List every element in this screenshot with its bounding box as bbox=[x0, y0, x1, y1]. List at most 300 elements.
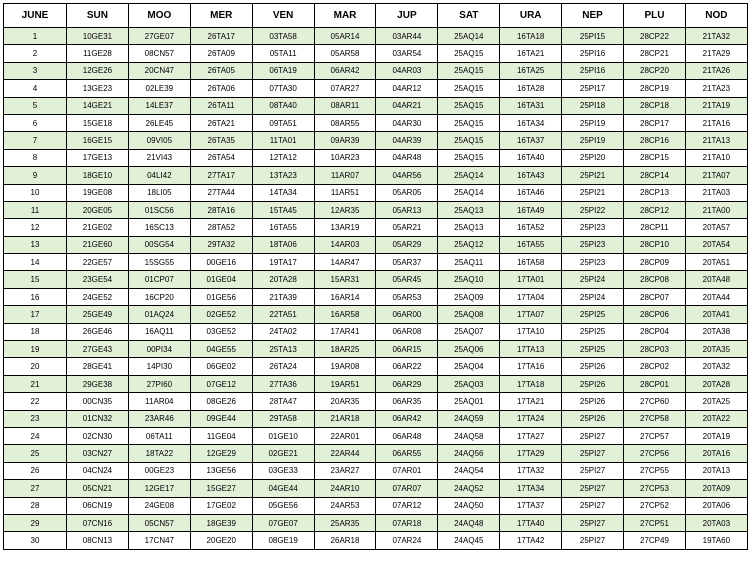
position-cell-plu: 28CP11 bbox=[624, 219, 686, 236]
position-cell-nod: 20TA41 bbox=[685, 306, 747, 323]
position-cell-ura: 17TA21 bbox=[500, 393, 562, 410]
position-cell-jup: 06AR35 bbox=[376, 393, 438, 410]
column-header-june: JUNE bbox=[4, 4, 67, 28]
position-cell-mer: 01GE04 bbox=[190, 271, 252, 288]
position-cell-mer: 26TA21 bbox=[190, 114, 252, 131]
table-row bbox=[4, 80, 748, 97]
position-cell-nod: 20TA19 bbox=[685, 427, 747, 444]
position-cell-sun: 12GE26 bbox=[67, 62, 129, 79]
position-cell-jup: 04AR30 bbox=[376, 114, 438, 131]
position-cell-ura: 17TA07 bbox=[500, 306, 562, 323]
position-cell-ven: 18TA06 bbox=[252, 236, 314, 253]
day-cell: 1 bbox=[4, 28, 67, 45]
position-cell-nep: 25PI16 bbox=[562, 62, 624, 79]
table-row bbox=[4, 28, 748, 45]
position-cell-sun: 00CN35 bbox=[67, 393, 129, 410]
position-cell-sat: 25AQ03 bbox=[438, 375, 500, 392]
day-cell: 8 bbox=[4, 149, 67, 166]
column-header-nod: NOD bbox=[685, 4, 747, 28]
position-cell-sat: 25AQ13 bbox=[438, 219, 500, 236]
position-cell-sat: 25AQ15 bbox=[438, 80, 500, 97]
position-cell-nep: 25PI19 bbox=[562, 132, 624, 149]
position-cell-plu: 27CP60 bbox=[624, 393, 686, 410]
position-cell-nod: 20TA38 bbox=[685, 323, 747, 340]
position-cell-mar: 05AR14 bbox=[314, 28, 376, 45]
position-cell-mar: 20AR35 bbox=[314, 393, 376, 410]
position-cell-plu: 28CP13 bbox=[624, 184, 686, 201]
position-cell-nod: 21TA32 bbox=[685, 28, 747, 45]
header-row bbox=[4, 4, 748, 28]
position-cell-moo: 01CP07 bbox=[128, 271, 190, 288]
position-cell-mer: 13GE56 bbox=[190, 462, 252, 479]
position-cell-sun: 27GE43 bbox=[67, 341, 129, 358]
position-cell-jup: 06AR55 bbox=[376, 445, 438, 462]
position-cell-mar: 19AR08 bbox=[314, 358, 376, 375]
position-cell-nep: 25PI17 bbox=[562, 80, 624, 97]
position-cell-sat: 24AQ48 bbox=[438, 514, 500, 531]
table-row bbox=[4, 480, 748, 497]
position-cell-nod: 20TA22 bbox=[685, 410, 747, 427]
position-cell-sun: 04CN24 bbox=[67, 462, 129, 479]
position-cell-moo: 11AR04 bbox=[128, 393, 190, 410]
position-cell-nod: 20TA51 bbox=[685, 254, 747, 271]
position-cell-ven: 08TA40 bbox=[252, 97, 314, 114]
position-cell-ven: 04GE44 bbox=[252, 480, 314, 497]
position-cell-jup: 03AR44 bbox=[376, 28, 438, 45]
column-header-plu: PLU bbox=[624, 4, 686, 28]
position-cell-sun: 25GE49 bbox=[67, 306, 129, 323]
position-cell-ven: 08GE19 bbox=[252, 532, 314, 549]
position-cell-plu: 28CP17 bbox=[624, 114, 686, 131]
position-cell-sat: 25AQ15 bbox=[438, 45, 500, 62]
position-cell-ura: 17TA42 bbox=[500, 532, 562, 549]
position-cell-sun: 01CN32 bbox=[67, 410, 129, 427]
table-row bbox=[4, 219, 748, 236]
position-cell-moo: 16SC13 bbox=[128, 219, 190, 236]
position-cell-sat: 25AQ07 bbox=[438, 323, 500, 340]
position-cell-nep: 25PI25 bbox=[562, 306, 624, 323]
position-cell-mer: 26TA11 bbox=[190, 97, 252, 114]
day-cell: 9 bbox=[4, 167, 67, 184]
position-cell-ura: 17TA34 bbox=[500, 480, 562, 497]
position-cell-nod: 21TA07 bbox=[685, 167, 747, 184]
position-cell-nep: 25PI27 bbox=[562, 445, 624, 462]
position-cell-plu: 28CP08 bbox=[624, 271, 686, 288]
position-cell-moo: 05CN57 bbox=[128, 514, 190, 531]
position-cell-ven: 01GE10 bbox=[252, 427, 314, 444]
position-cell-jup: 05AR37 bbox=[376, 254, 438, 271]
position-cell-moo: 18LI05 bbox=[128, 184, 190, 201]
table-row bbox=[4, 445, 748, 462]
position-cell-nod: 21TA23 bbox=[685, 80, 747, 97]
position-cell-mar: 23AR27 bbox=[314, 462, 376, 479]
position-cell-mar: 07AR27 bbox=[314, 80, 376, 97]
position-cell-moo: 09VI05 bbox=[128, 132, 190, 149]
position-cell-ura: 16TA21 bbox=[500, 45, 562, 62]
position-cell-sat: 24AQ58 bbox=[438, 427, 500, 444]
position-cell-jup: 06AR22 bbox=[376, 358, 438, 375]
position-cell-mer: 11GE04 bbox=[190, 427, 252, 444]
position-cell-jup: 05AR13 bbox=[376, 201, 438, 218]
table-body bbox=[4, 28, 748, 550]
ephemeris-table bbox=[3, 3, 748, 550]
position-cell-sat: 24AQ45 bbox=[438, 532, 500, 549]
position-cell-moo: 01SC56 bbox=[128, 201, 190, 218]
position-cell-sat: 25AQ15 bbox=[438, 132, 500, 149]
position-cell-mer: 26TA35 bbox=[190, 132, 252, 149]
position-cell-ven: 19TA17 bbox=[252, 254, 314, 271]
position-cell-ura: 17TA37 bbox=[500, 497, 562, 514]
position-cell-ven: 06TA19 bbox=[252, 62, 314, 79]
position-cell-sun: 10GE31 bbox=[67, 28, 129, 45]
position-cell-sat: 25AQ09 bbox=[438, 288, 500, 305]
position-cell-mer: 03GE52 bbox=[190, 323, 252, 340]
table-header bbox=[4, 4, 748, 28]
position-cell-plu: 28CP02 bbox=[624, 358, 686, 375]
position-cell-mer: 28TA16 bbox=[190, 201, 252, 218]
position-cell-sat: 25AQ06 bbox=[438, 341, 500, 358]
position-cell-mar: 08AR11 bbox=[314, 97, 376, 114]
table-row bbox=[4, 514, 748, 531]
position-cell-nod: 20TA16 bbox=[685, 445, 747, 462]
position-cell-sun: 11GE28 bbox=[67, 45, 129, 62]
position-cell-nep: 25PI25 bbox=[562, 341, 624, 358]
position-cell-ven: 12TA12 bbox=[252, 149, 314, 166]
position-cell-nep: 25PI23 bbox=[562, 254, 624, 271]
position-cell-jup: 07AR18 bbox=[376, 514, 438, 531]
position-cell-plu: 27CP58 bbox=[624, 410, 686, 427]
day-cell: 16 bbox=[4, 288, 67, 305]
position-cell-nod: 20TA06 bbox=[685, 497, 747, 514]
position-cell-moo: 06TA11 bbox=[128, 427, 190, 444]
position-cell-sun: 29GE38 bbox=[67, 375, 129, 392]
position-cell-mar: 06AR42 bbox=[314, 62, 376, 79]
table-row bbox=[4, 306, 748, 323]
position-cell-sun: 16GE15 bbox=[67, 132, 129, 149]
position-cell-mer: 01GE56 bbox=[190, 288, 252, 305]
position-cell-nep: 25PI26 bbox=[562, 393, 624, 410]
position-cell-nod: 20TA32 bbox=[685, 358, 747, 375]
position-cell-sat: 25AQ15 bbox=[438, 149, 500, 166]
day-cell: 3 bbox=[4, 62, 67, 79]
position-cell-sat: 25AQ14 bbox=[438, 167, 500, 184]
day-cell: 24 bbox=[4, 427, 67, 444]
position-cell-nep: 25PI21 bbox=[562, 167, 624, 184]
position-cell-sat: 24AQ54 bbox=[438, 462, 500, 479]
position-cell-moo: 14LE37 bbox=[128, 97, 190, 114]
position-cell-ura: 17TA24 bbox=[500, 410, 562, 427]
position-cell-mar: 22AR44 bbox=[314, 445, 376, 462]
position-cell-mer: 02GE52 bbox=[190, 306, 252, 323]
position-cell-sun: 14GE21 bbox=[67, 97, 129, 114]
position-cell-nep: 25PI25 bbox=[562, 323, 624, 340]
position-cell-plu: 27CP57 bbox=[624, 427, 686, 444]
day-cell: 29 bbox=[4, 514, 67, 531]
table-row bbox=[4, 341, 748, 358]
position-cell-jup: 06AR48 bbox=[376, 427, 438, 444]
column-header-mer: MER bbox=[190, 4, 252, 28]
position-cell-nod: 21TA03 bbox=[685, 184, 747, 201]
day-cell: 7 bbox=[4, 132, 67, 149]
position-cell-ura: 16TA43 bbox=[500, 167, 562, 184]
position-cell-sat: 25AQ01 bbox=[438, 393, 500, 410]
position-cell-ura: 16TA58 bbox=[500, 254, 562, 271]
position-cell-sun: 07CN16 bbox=[67, 514, 129, 531]
position-cell-ura: 16TA55 bbox=[500, 236, 562, 253]
position-cell-plu: 27CP49 bbox=[624, 532, 686, 549]
day-cell: 6 bbox=[4, 114, 67, 131]
day-cell: 11 bbox=[4, 201, 67, 218]
position-cell-ven: 24TA02 bbox=[252, 323, 314, 340]
position-cell-nep: 25PI27 bbox=[562, 532, 624, 549]
position-cell-mer: 17GE02 bbox=[190, 497, 252, 514]
position-cell-plu: 28CP18 bbox=[624, 97, 686, 114]
position-cell-sun: 19GE08 bbox=[67, 184, 129, 201]
position-cell-mar: 16AR14 bbox=[314, 288, 376, 305]
position-cell-jup: 06AR29 bbox=[376, 375, 438, 392]
position-cell-nep: 25PI19 bbox=[562, 114, 624, 131]
position-cell-sun: 18GE10 bbox=[67, 167, 129, 184]
column-header-jup: JUP bbox=[376, 4, 438, 28]
position-cell-sat: 25AQ14 bbox=[438, 28, 500, 45]
position-cell-sat: 24AQ59 bbox=[438, 410, 500, 427]
position-cell-plu: 28CP06 bbox=[624, 306, 686, 323]
position-cell-jup: 03AR54 bbox=[376, 45, 438, 62]
position-cell-ura: 17TA04 bbox=[500, 288, 562, 305]
day-cell: 30 bbox=[4, 532, 67, 549]
position-cell-nep: 25PI15 bbox=[562, 28, 624, 45]
position-cell-ven: 03GE33 bbox=[252, 462, 314, 479]
position-cell-mer: 15GE27 bbox=[190, 480, 252, 497]
position-cell-ven: 21TA39 bbox=[252, 288, 314, 305]
position-cell-mar: 09AR39 bbox=[314, 132, 376, 149]
position-cell-mer: 04GE55 bbox=[190, 341, 252, 358]
position-cell-plu: 28CP21 bbox=[624, 45, 686, 62]
position-cell-mer: 09GE44 bbox=[190, 410, 252, 427]
position-cell-ura: 17TA10 bbox=[500, 323, 562, 340]
position-cell-ven: 02GE21 bbox=[252, 445, 314, 462]
position-cell-mer: 26TA06 bbox=[190, 80, 252, 97]
position-cell-mar: 18AR25 bbox=[314, 341, 376, 358]
day-cell: 27 bbox=[4, 480, 67, 497]
day-cell: 26 bbox=[4, 462, 67, 479]
position-cell-mar: 08AR55 bbox=[314, 114, 376, 131]
day-cell: 28 bbox=[4, 497, 67, 514]
position-cell-sun: 20GE05 bbox=[67, 201, 129, 218]
position-cell-plu: 27CP56 bbox=[624, 445, 686, 462]
position-cell-nep: 25PI24 bbox=[562, 271, 624, 288]
position-cell-moo: 27PI60 bbox=[128, 375, 190, 392]
position-cell-ura: 17TA32 bbox=[500, 462, 562, 479]
position-cell-nep: 25PI21 bbox=[562, 184, 624, 201]
table-row bbox=[4, 254, 748, 271]
table-row bbox=[4, 62, 748, 79]
position-cell-ven: 05GE56 bbox=[252, 497, 314, 514]
position-cell-jup: 05AR45 bbox=[376, 271, 438, 288]
column-header-sat: SAT bbox=[438, 4, 500, 28]
day-cell: 19 bbox=[4, 341, 67, 358]
position-cell-plu: 28CP16 bbox=[624, 132, 686, 149]
position-cell-mer: 06GE02 bbox=[190, 358, 252, 375]
position-cell-plu: 28CP20 bbox=[624, 62, 686, 79]
position-cell-ven: 26TA24 bbox=[252, 358, 314, 375]
position-cell-jup: 04AR03 bbox=[376, 62, 438, 79]
position-cell-nod: 20TA25 bbox=[685, 393, 747, 410]
column-header-moo: MOO bbox=[128, 4, 190, 28]
table-row bbox=[4, 271, 748, 288]
position-cell-moo: 27GE07 bbox=[128, 28, 190, 45]
position-cell-ven: 15TA45 bbox=[252, 201, 314, 218]
position-cell-mar: 19AR51 bbox=[314, 375, 376, 392]
position-cell-plu: 28CP14 bbox=[624, 167, 686, 184]
column-header-ven: VEN bbox=[252, 4, 314, 28]
position-cell-sun: 06CN19 bbox=[67, 497, 129, 514]
position-cell-sat: 25AQ10 bbox=[438, 271, 500, 288]
table-row bbox=[4, 45, 748, 62]
position-cell-moo: 16CP20 bbox=[128, 288, 190, 305]
position-cell-ura: 16TA28 bbox=[500, 80, 562, 97]
position-cell-mer: 27TA44 bbox=[190, 184, 252, 201]
position-cell-mer: 26TA05 bbox=[190, 62, 252, 79]
position-cell-sat: 24AQ52 bbox=[438, 480, 500, 497]
position-cell-jup: 06AR42 bbox=[376, 410, 438, 427]
position-cell-ura: 16TA25 bbox=[500, 62, 562, 79]
position-cell-mer: 26TA17 bbox=[190, 28, 252, 45]
position-cell-plu: 28CP10 bbox=[624, 236, 686, 253]
position-cell-moo: 00PI34 bbox=[128, 341, 190, 358]
table-row bbox=[4, 184, 748, 201]
table-row bbox=[4, 132, 748, 149]
position-cell-plu: 27CP55 bbox=[624, 462, 686, 479]
position-cell-ven: 11TA01 bbox=[252, 132, 314, 149]
day-cell: 25 bbox=[4, 445, 67, 462]
position-cell-nep: 25PI26 bbox=[562, 375, 624, 392]
position-cell-moo: 24GE08 bbox=[128, 497, 190, 514]
position-cell-ven: 20TA28 bbox=[252, 271, 314, 288]
position-cell-nod: 20TA09 bbox=[685, 480, 747, 497]
position-cell-sat: 25AQ11 bbox=[438, 254, 500, 271]
position-cell-sat: 24AQ56 bbox=[438, 445, 500, 462]
position-cell-plu: 28CP12 bbox=[624, 201, 686, 218]
table-row bbox=[4, 236, 748, 253]
position-cell-moo: 12GE17 bbox=[128, 480, 190, 497]
day-cell: 13 bbox=[4, 236, 67, 253]
position-cell-nep: 25PI27 bbox=[562, 462, 624, 479]
position-cell-moo: 26LE45 bbox=[128, 114, 190, 131]
position-cell-nod: 20TA54 bbox=[685, 236, 747, 253]
position-cell-jup: 04AR39 bbox=[376, 132, 438, 149]
position-cell-mer: 26TA54 bbox=[190, 149, 252, 166]
position-cell-nod: 21TA26 bbox=[685, 62, 747, 79]
position-cell-mar: 15AR31 bbox=[314, 271, 376, 288]
position-cell-mar: 24AR10 bbox=[314, 480, 376, 497]
position-cell-ven: 29TA58 bbox=[252, 410, 314, 427]
position-cell-sat: 25AQ04 bbox=[438, 358, 500, 375]
position-cell-ven: 25TA13 bbox=[252, 341, 314, 358]
position-cell-nod: 21TA29 bbox=[685, 45, 747, 62]
position-cell-jup: 06AR00 bbox=[376, 306, 438, 323]
position-cell-sat: 24AQ50 bbox=[438, 497, 500, 514]
position-cell-moo: 08CN57 bbox=[128, 45, 190, 62]
position-cell-ura: 16TA52 bbox=[500, 219, 562, 236]
position-cell-nod: 20TA57 bbox=[685, 219, 747, 236]
position-cell-moo: 00GE23 bbox=[128, 462, 190, 479]
position-cell-sat: 25AQ12 bbox=[438, 236, 500, 253]
table-row bbox=[4, 532, 748, 549]
position-cell-mer: 20GE20 bbox=[190, 532, 252, 549]
position-cell-ura: 17TA13 bbox=[500, 341, 562, 358]
position-cell-jup: 07AR12 bbox=[376, 497, 438, 514]
position-cell-ura: 16TA37 bbox=[500, 132, 562, 149]
position-cell-ura: 17TA27 bbox=[500, 427, 562, 444]
position-cell-sun: 02CN30 bbox=[67, 427, 129, 444]
position-cell-nep: 25PI27 bbox=[562, 497, 624, 514]
day-cell: 21 bbox=[4, 375, 67, 392]
position-cell-sun: 23GE54 bbox=[67, 271, 129, 288]
position-cell-nod: 21TA00 bbox=[685, 201, 747, 218]
table-row bbox=[4, 149, 748, 166]
table-row bbox=[4, 462, 748, 479]
position-cell-ura: 16TA31 bbox=[500, 97, 562, 114]
position-cell-mer: 29TA32 bbox=[190, 236, 252, 253]
position-cell-nod: 21TA13 bbox=[685, 132, 747, 149]
position-cell-plu: 27CP51 bbox=[624, 514, 686, 531]
position-cell-ura: 17TA18 bbox=[500, 375, 562, 392]
position-cell-nep: 25PI23 bbox=[562, 219, 624, 236]
position-cell-nod: 20TA28 bbox=[685, 375, 747, 392]
position-cell-nod: 20TA35 bbox=[685, 341, 747, 358]
day-cell: 18 bbox=[4, 323, 67, 340]
position-cell-mar: 10AR23 bbox=[314, 149, 376, 166]
position-cell-nep: 25PI24 bbox=[562, 288, 624, 305]
position-cell-moo: 17CN47 bbox=[128, 532, 190, 549]
position-cell-ven: 27TA36 bbox=[252, 375, 314, 392]
position-cell-mar: 11AR51 bbox=[314, 184, 376, 201]
position-cell-sat: 25AQ15 bbox=[438, 114, 500, 131]
table-row bbox=[4, 114, 748, 131]
table-row bbox=[4, 201, 748, 218]
day-cell: 4 bbox=[4, 80, 67, 97]
position-cell-moo: 18TA22 bbox=[128, 445, 190, 462]
column-header-ura: URA bbox=[500, 4, 562, 28]
position-cell-plu: 28CP19 bbox=[624, 80, 686, 97]
day-cell: 15 bbox=[4, 271, 67, 288]
position-cell-ven: 22TA51 bbox=[252, 306, 314, 323]
position-cell-sun: 22GE57 bbox=[67, 254, 129, 271]
position-cell-nep: 25PI22 bbox=[562, 201, 624, 218]
position-cell-sun: 13GE23 bbox=[67, 80, 129, 97]
position-cell-mer: 12GE29 bbox=[190, 445, 252, 462]
position-cell-sun: 15GE18 bbox=[67, 114, 129, 131]
position-cell-moo: 20CN47 bbox=[128, 62, 190, 79]
position-cell-mar: 12AR35 bbox=[314, 201, 376, 218]
position-cell-jup: 06AR15 bbox=[376, 341, 438, 358]
position-cell-sat: 25AQ08 bbox=[438, 306, 500, 323]
position-cell-ven: 13TA23 bbox=[252, 167, 314, 184]
position-cell-ura: 17TA01 bbox=[500, 271, 562, 288]
position-cell-nod: 20TA48 bbox=[685, 271, 747, 288]
position-cell-mar: 11AR07 bbox=[314, 167, 376, 184]
position-cell-sat: 25AQ14 bbox=[438, 184, 500, 201]
position-cell-mer: 08GE26 bbox=[190, 393, 252, 410]
position-cell-sun: 21GE60 bbox=[67, 236, 129, 253]
position-cell-nod: 20TA44 bbox=[685, 288, 747, 305]
position-cell-nep: 25PI26 bbox=[562, 410, 624, 427]
position-cell-sun: 05CN21 bbox=[67, 480, 129, 497]
position-cell-sun: 24GE52 bbox=[67, 288, 129, 305]
position-cell-mar: 22AR01 bbox=[314, 427, 376, 444]
position-cell-ura: 17TA29 bbox=[500, 445, 562, 462]
